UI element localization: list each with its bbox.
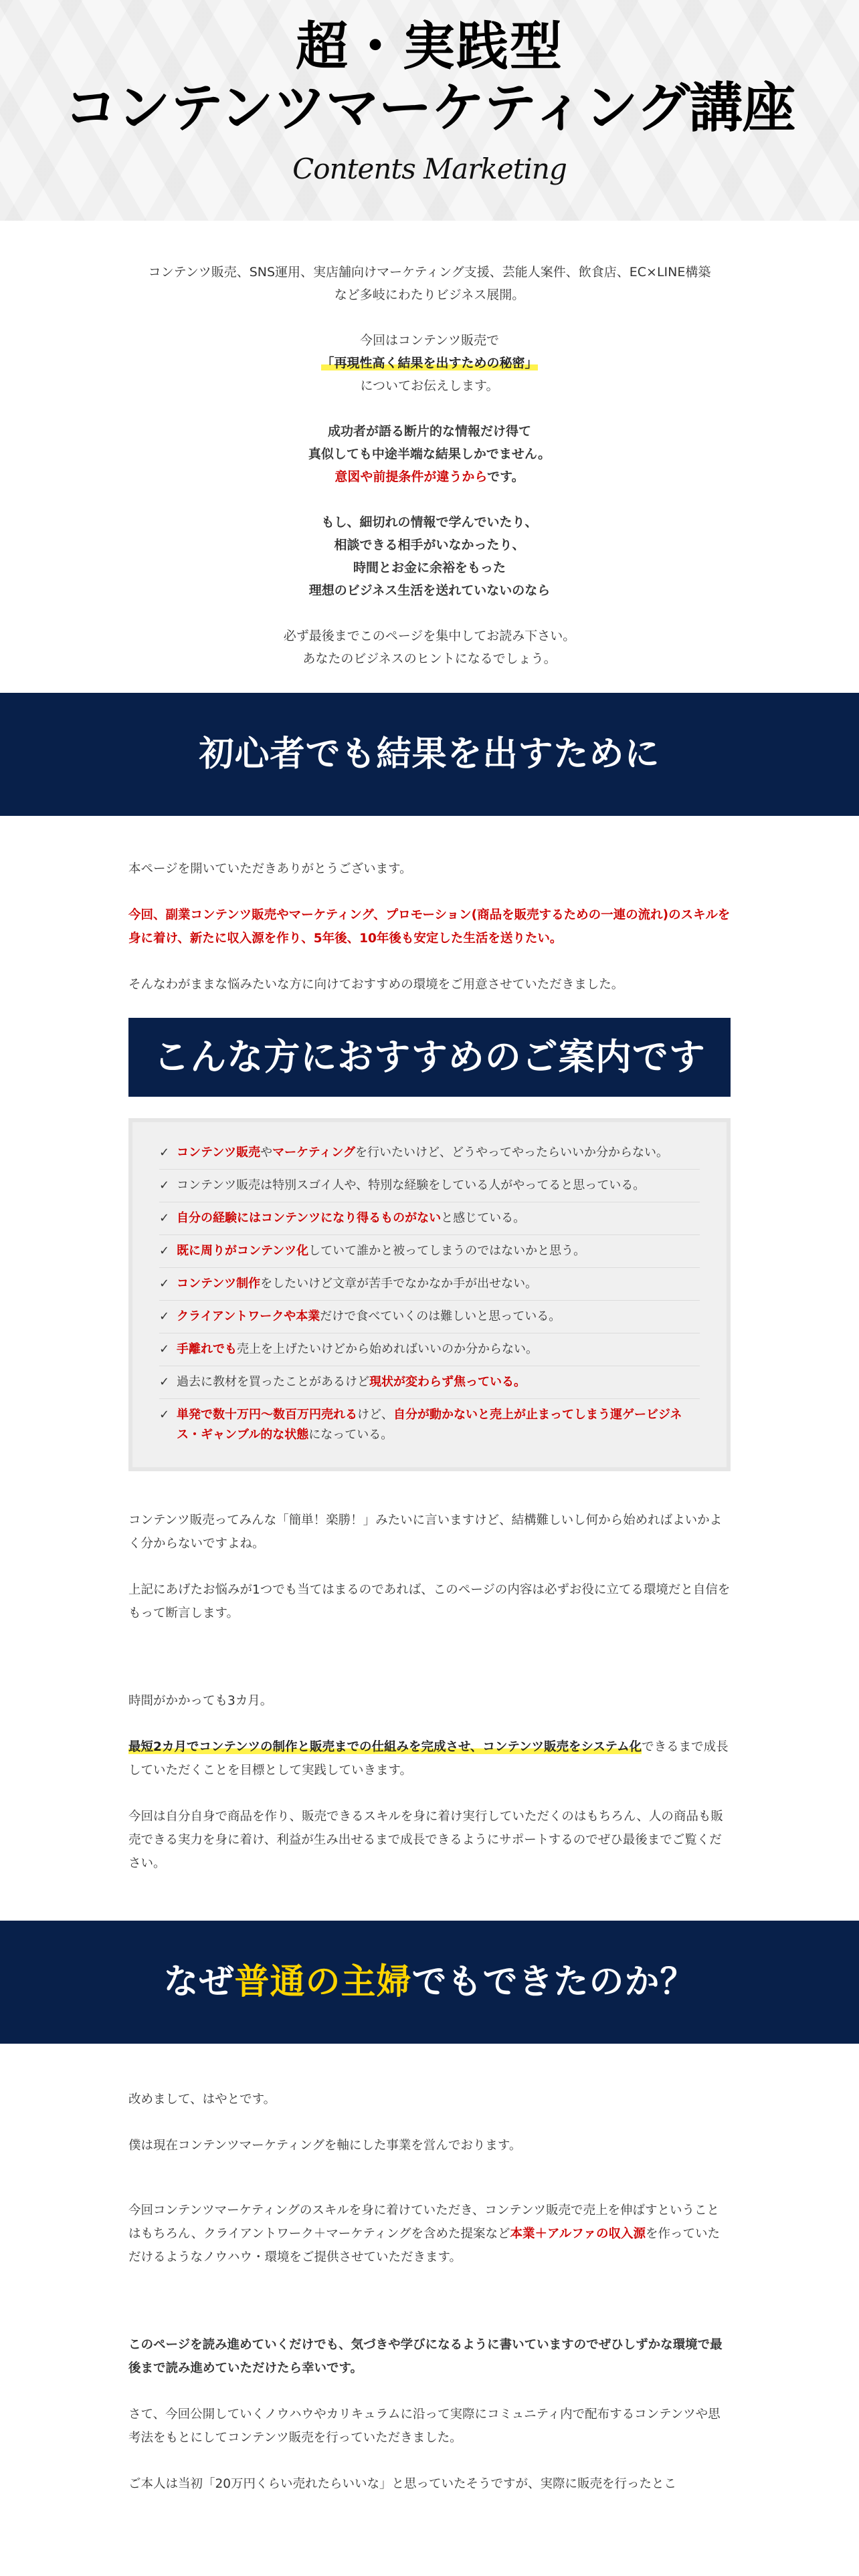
hero-title-line1: 超・実践型 <box>295 17 563 77</box>
checklist-box <box>128 1118 731 1471</box>
banner-highlight: 普通の主婦 <box>234 1962 412 2002</box>
paragraph: 今回は自分自身で商品を作り、販売できるスキルを身に着け実行していただくのはもちろん、人の商品も販売できる実力を身に着け、利益が生み出せるまで成長できるようにサポートするのでぜひ最後までご覧ください。 <box>128 1810 723 1870</box>
paragraph: 時間がかかっても3カ月。 <box>128 1694 273 1708</box>
checklist-text: けど、 <box>357 1408 393 1422</box>
checklist-item <box>159 1268 700 1301</box>
checklist-text: コンテンツ販売は特別スゴイ人や、特別な経験をしている人がやってると思っている。 <box>177 1178 646 1192</box>
intro-text: あなたのビジネスのヒントになるでしょう。 <box>302 651 557 666</box>
hero-title-line2: コンテンツマーケティング講座 <box>64 77 795 139</box>
paragraph-highlight: 最短2カ月でコンテンツの制作と販売までの仕組みを完成させ、コンテンツ販売をシステム化 <box>128 1740 642 1754</box>
check-icon: ✓ <box>159 1178 170 1192</box>
checklist-red-text: マーケティング <box>272 1146 355 1160</box>
checklist-item <box>159 1202 700 1235</box>
intro-text: 成功者が語る断片的な情報だけ得て <box>327 424 531 439</box>
paragraph-text: 今回コンテンツマーケティングのスキルを身に着けていただき、コンテンツ販売で売上を伸ばすということはもちろん、クライアントワーク＋マーケティングを含めた提案など <box>128 2204 720 2241</box>
paragraph: このページを読み進めていくだけでも、気づきや学びになるように書いていますのでぜひしずかな環境で最後まで読み進めていただけたら幸いです。 <box>128 2338 723 2375</box>
paragraph: さて、今回公開していくノウハウやカリキュラムに沿って実際にコミュニティ内で配布するコンテンツや思考法をもとにしてコンテンツ販売を行っていただきました。 <box>128 2407 721 2445</box>
paragraph-text: できるまで成長していただくことを目標として実践していきます。 <box>128 1740 729 1778</box>
checklist-red-text: 既に周りがコンテンツ化 <box>177 1244 309 1258</box>
checklist-text: を行いたいけど、どうやってやったらいいか分からない。 <box>355 1146 668 1160</box>
intro-paragraph-2 <box>128 329 731 397</box>
intro-paragraph-1 <box>128 261 731 306</box>
hero <box>0 0 859 221</box>
checklist-item <box>159 1399 700 1451</box>
intro-paragraph-3 <box>128 420 731 488</box>
paragraph: コンテンツ販売ってみんな「簡単！楽勝！」みたいに言いますけど、結構難しいし何から始めればよいかよく分からないですよね。 <box>128 1513 723 1551</box>
check-icon: ✓ <box>159 1408 170 1422</box>
intro-highlight: 「再現性高く結果を出すための秘密」 <box>321 356 538 370</box>
paragraph: そんなわがままな悩みたいな方に向けておすすめの環境をご用意させていただきました。 <box>128 978 624 992</box>
checklist-item <box>159 1333 700 1366</box>
intro-text: もし、細切れの情報で学んでいたり、 <box>321 515 538 530</box>
paragraph <box>128 903 731 950</box>
section-banner-why <box>0 1921 859 2044</box>
checklist-item <box>159 1301 700 1333</box>
check-icon: ✓ <box>159 1244 170 1258</box>
intro-text: 今回はコンテンツ販売で <box>359 333 500 348</box>
intro-text: 相談できる相手がいなかったり、 <box>334 538 525 552</box>
checklist-text: だけで食べていくのは難しいと思っている。 <box>320 1309 561 1323</box>
check-icon: ✓ <box>159 1277 170 1291</box>
intro <box>128 261 731 670</box>
checklist-text: 過去に教材を買ったことがあるけど <box>177 1375 369 1389</box>
checklist <box>159 1137 700 1451</box>
recommendation-heading: こんな方におすすめのご案内です <box>128 1018 731 1097</box>
intro-text: 真似しても中途半端な結果しかでません。 <box>308 447 551 461</box>
checklist-text: と感じている。 <box>441 1211 526 1225</box>
checklist-text: 売上を上げたいけどから始めればいいのか分からない。 <box>237 1342 538 1356</box>
banner-text: なぜ <box>163 1962 235 2002</box>
paragraph: ご本人は当初「20万円くらい売れたらいいな」と思っていたそうですが、実際に販売を行ったとこ <box>128 2477 677 2491</box>
checklist-red-text: 単発で数十万円〜数百万円売れる <box>177 1408 357 1422</box>
checklist-red-text: 自分が動かないと売上が止まってしまう運ゲービジネス・ギャンブル的な状態 <box>177 1408 682 1442</box>
paragraph: 上記にあげたお悩みが1つでも当てはまるのであれば、このページの内容は必ずお役に立てる環境だと自信をもって断言します。 <box>128 1583 731 1620</box>
checklist-red-text: 手離れでも <box>177 1342 237 1356</box>
check-icon: ✓ <box>159 1342 170 1356</box>
check-icon: ✓ <box>159 1375 170 1389</box>
intro-red-text: 意図や前提条件が違うから <box>335 469 488 484</box>
checklist-item <box>159 1235 700 1268</box>
paragraph: 僕は現在コンテンツマーケティングを軸にした事業を営んでおります。 <box>128 2139 522 2153</box>
intro-paragraph-4 <box>128 511 731 602</box>
paragraph: 本ページを開いていただきありがとうございます。 <box>128 862 412 876</box>
intro-paragraph-5 <box>128 625 731 670</box>
intro-text: 理想のビジネス生活を送れていないのなら <box>308 583 551 598</box>
checklist-red-text: 現状が変わらず焦っている。 <box>369 1375 526 1389</box>
intro-text: など多岐にわたりビジネス展開。 <box>334 288 525 302</box>
checklist-red-text: コンテンツ制作 <box>177 1277 261 1291</box>
check-icon: ✓ <box>159 1309 170 1323</box>
section-recommendation <box>128 816 731 1875</box>
section-introduction <box>128 2044 731 2496</box>
hero-subtitle: Contents Marketing <box>292 152 567 185</box>
paragraph-red-text: 本業＋アルファの収入源 <box>510 2227 646 2241</box>
checklist-item <box>159 1170 700 1202</box>
checklist-red-text: 自分の経験にはコンテンツになり得るものがない <box>177 1211 442 1225</box>
checklist-text: していて誰かと被ってしまうのではないかと思う。 <box>308 1244 586 1258</box>
check-icon: ✓ <box>159 1146 170 1160</box>
intro-text: 必ず最後までこのページを集中してお読み下さい。 <box>283 629 576 643</box>
checklist-text: になっている。 <box>308 1428 393 1442</box>
paragraph-prefix: 今回、 <box>128 908 166 922</box>
checklist-red-text: クライアントワークや本業 <box>177 1309 320 1323</box>
intro-text: 時間とお金に余裕をもった <box>353 560 506 575</box>
paragraph-text: を作っていただけるようなノウハウ・環境をご提供させていただきます。 <box>128 2227 720 2264</box>
paragraph <box>128 1735 731 1782</box>
intro-text: コンテンツ販売、SNS運用、実店舗向けマーケティング支援、芸能人案件、飲食店、EC×LINE構築 <box>148 265 711 280</box>
checklist-item <box>159 1366 700 1399</box>
checklist-text: をしたいけど文章が苦手でなかなか手が出せない。 <box>260 1277 538 1291</box>
check-icon: ✓ <box>159 1211 170 1225</box>
checklist-red-text: コンテンツ販売 <box>177 1146 261 1160</box>
paragraph <box>128 2199 731 2269</box>
intro-text: についてお伝えします。 <box>360 379 499 393</box>
section-banner-beginners: 初心者でも結果を出すために <box>0 693 859 816</box>
checklist-item <box>159 1137 700 1170</box>
paragraph: 改めまして、はやとです。 <box>128 2092 276 2107</box>
intro-text: です。 <box>487 469 524 484</box>
paragraph-red-text: 副業コンテンツ販売やマーケティング、プロモーション(商品を販売するための一連の流れ)のスキルを身に着け、新たに収入源を作り、5年後、10年後も安定した生活を送りたい。 <box>128 908 731 946</box>
checklist-text: や <box>260 1146 273 1160</box>
banner-text: でもできたのか？ <box>411 1962 696 2002</box>
